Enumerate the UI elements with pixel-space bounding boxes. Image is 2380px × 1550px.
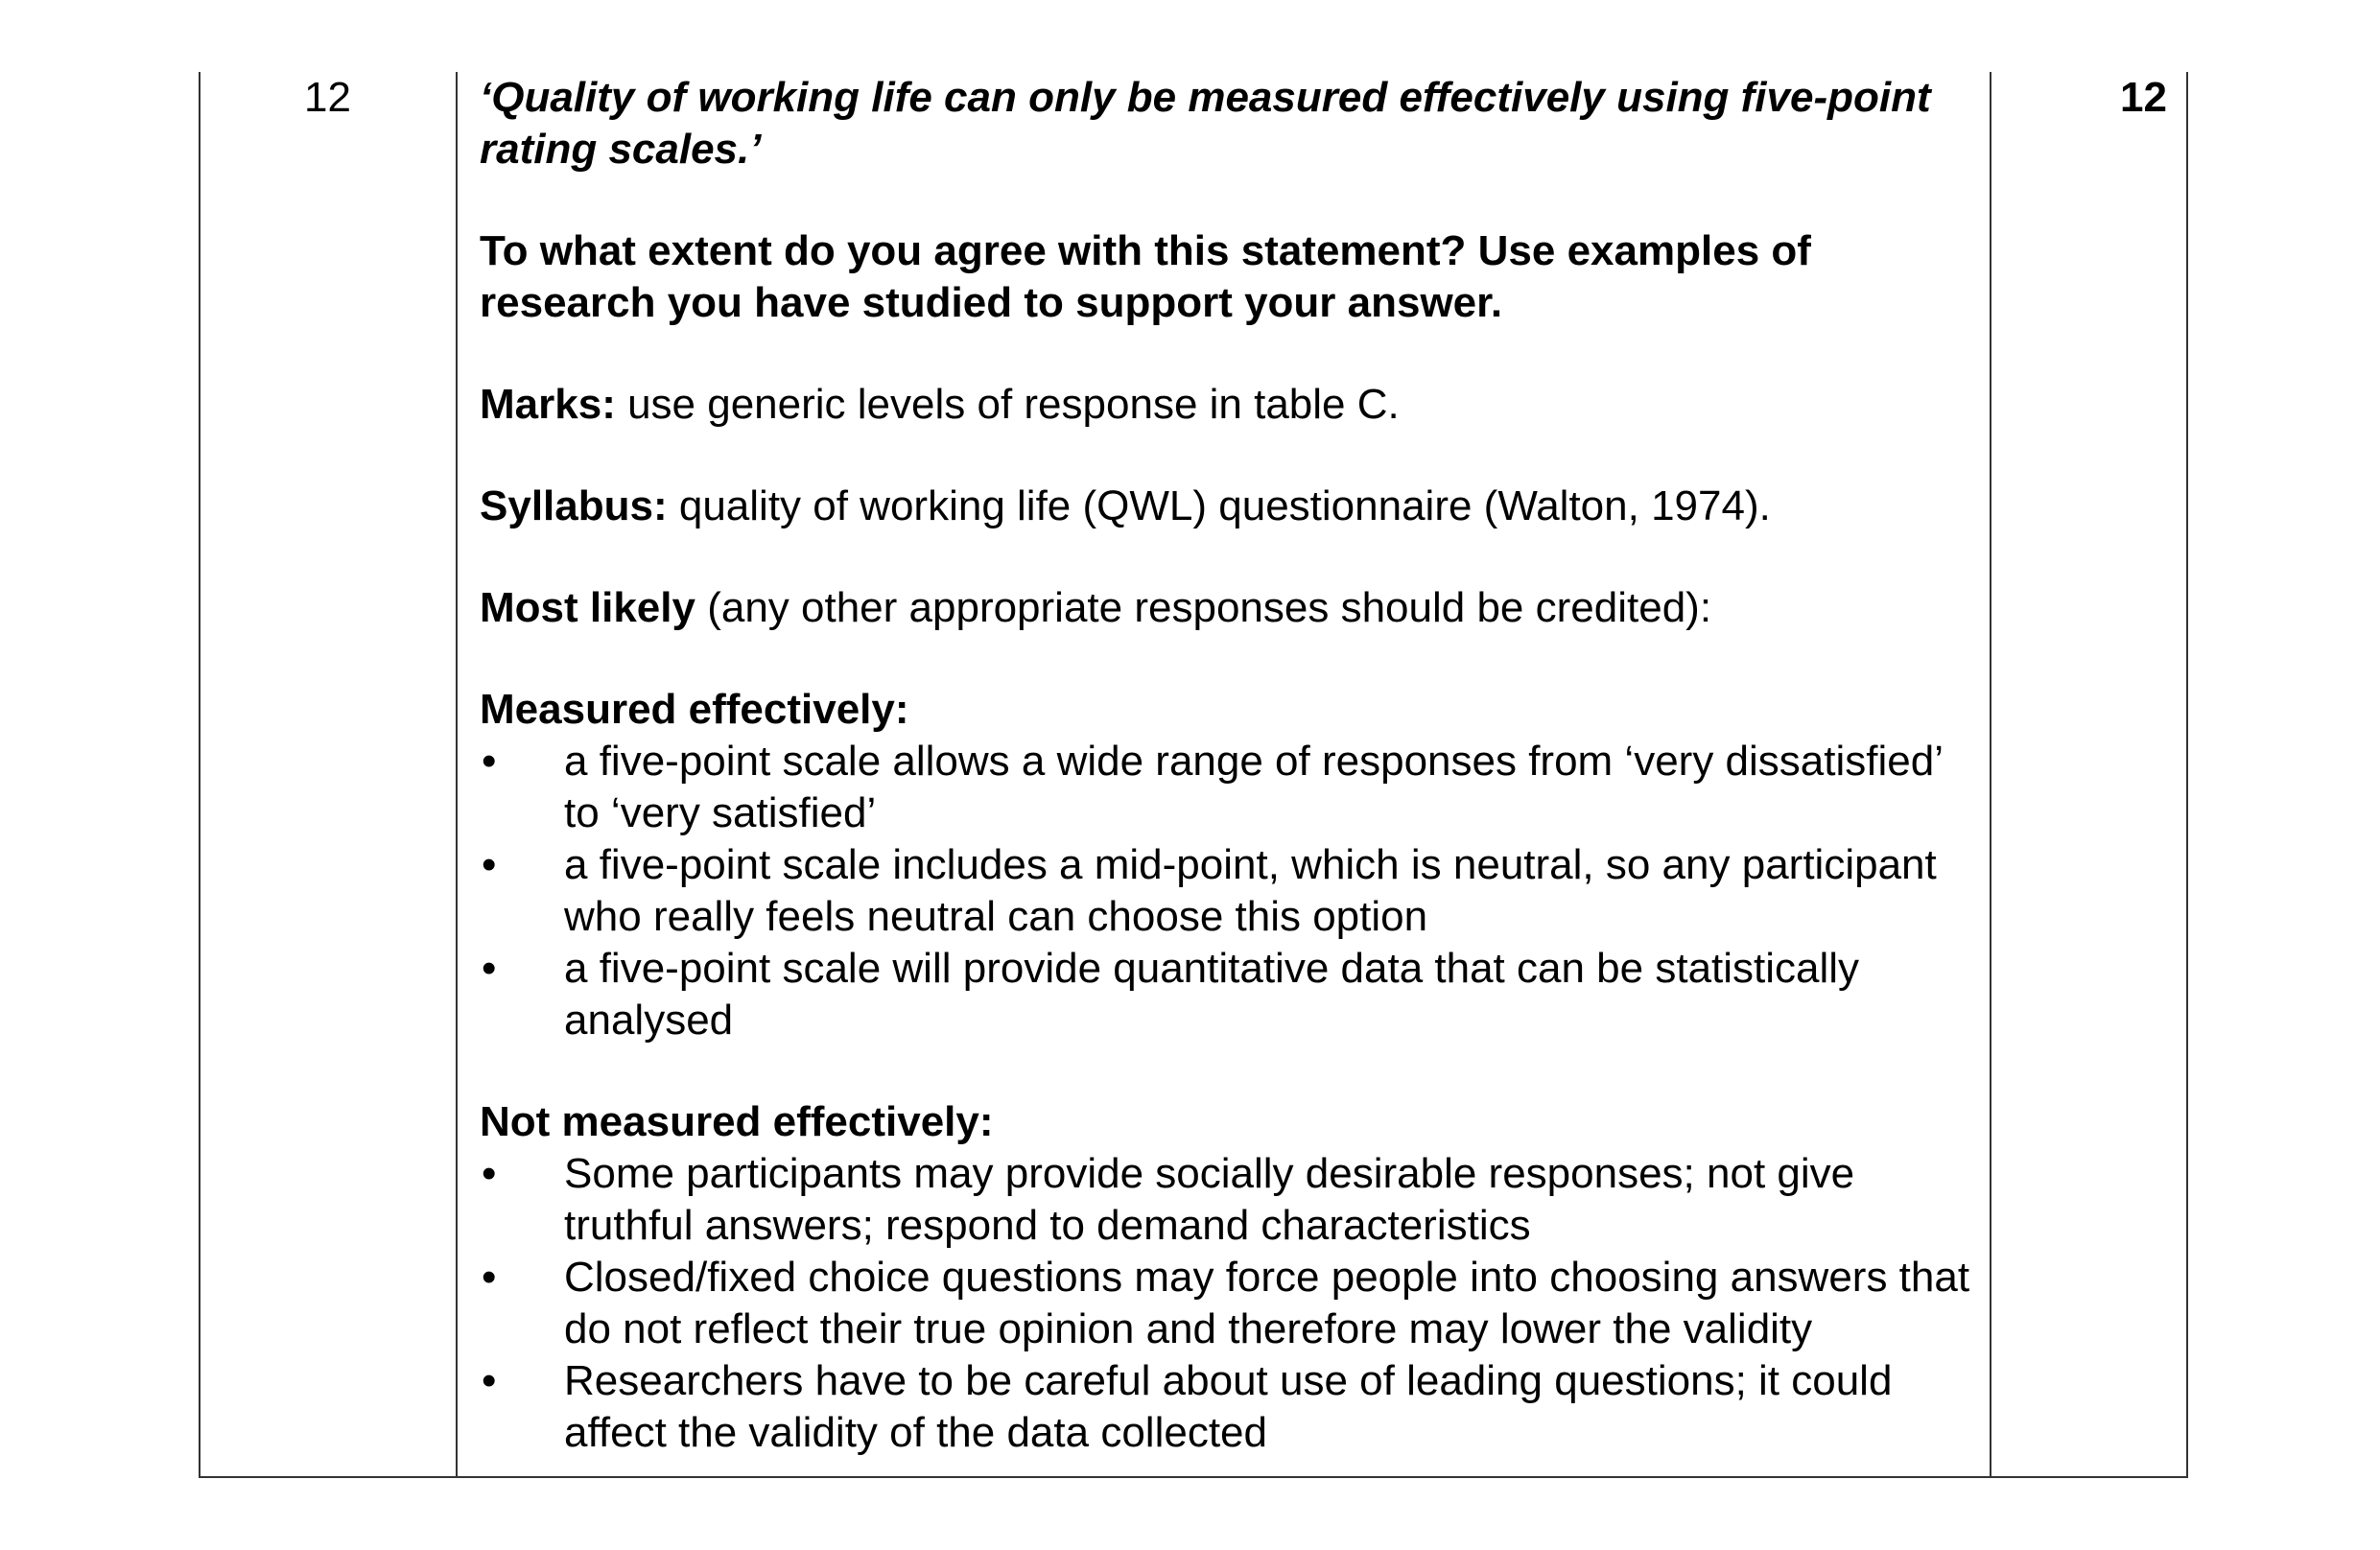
list-item-text: a five-point scale includes a mid-point, which is neutral, so any participant who really feels neutral can choose this option [564,841,1937,940]
list-item-text: a five-point scale allows a wide range of responses from ‘very dissatisfied’ to ‘very satisfied’ [564,738,1943,836]
list-item [480,943,1976,1046]
mark-scheme-table [199,72,2188,1478]
syllabus-text: quality of working life (QWL) questionnaire (Walton, 1974). [667,482,1771,529]
question-prompt: To what extent do you agree with this statement? Use examples of research you have studied to support your answer. [480,227,1811,326]
list-item-text: Some participants may provide socially desirable responses; not give truthful answers; respond to demand characteristics [564,1150,1855,1249]
syllabus-line [480,481,1976,532]
most-likely-line [480,582,1976,634]
bullet-icon: • [482,738,497,785]
section-heading: Measured effectively: [480,686,909,733]
list-item [480,1355,1976,1459]
column-divider [1990,72,1991,1476]
section-heading: Not measured effectively: [480,1098,994,1145]
list-item-text: Closed/fixed choice questions may force people into choosing answers that do not reflect their true opinion and therefore may lower the validity [564,1254,1970,1352]
bullet-icon: • [482,841,497,888]
question-number: 12 [304,74,351,121]
list-item [480,1148,1976,1252]
marks-line [480,379,1976,431]
bullet-list [480,1148,1976,1459]
bullet-icon: • [482,1254,497,1301]
list-item [480,839,1976,943]
list-item-text: a five-point scale will provide quantitative data that can be statistically analysed [564,945,1860,1044]
syllabus-label: Syllabus: [480,482,668,529]
most-likely-text: (any other appropriate responses should be credited): [695,584,1712,631]
bullet-icon: • [482,1357,497,1404]
bullet-icon: • [482,1150,497,1197]
list-item-text: Researchers have to be careful about use of leading questions; it could affect the validity of the data collected [564,1357,1893,1456]
question-quote: ‘Quality of working life can only be measured effectively using five-point rating scales.’ [480,74,1931,173]
list-item [480,1252,1976,1355]
most-likely-label: Most likely [480,584,695,631]
bullet-icon: • [482,945,497,992]
column-divider [456,72,458,1476]
marks-text: use generic levels of response in table C. [615,381,1400,428]
list-item [480,736,1976,839]
answer-cell [480,72,1976,1459]
marks-label: Marks: [480,381,616,428]
marks-total: 12 [2120,74,2167,121]
bullet-list [480,736,1976,1046]
